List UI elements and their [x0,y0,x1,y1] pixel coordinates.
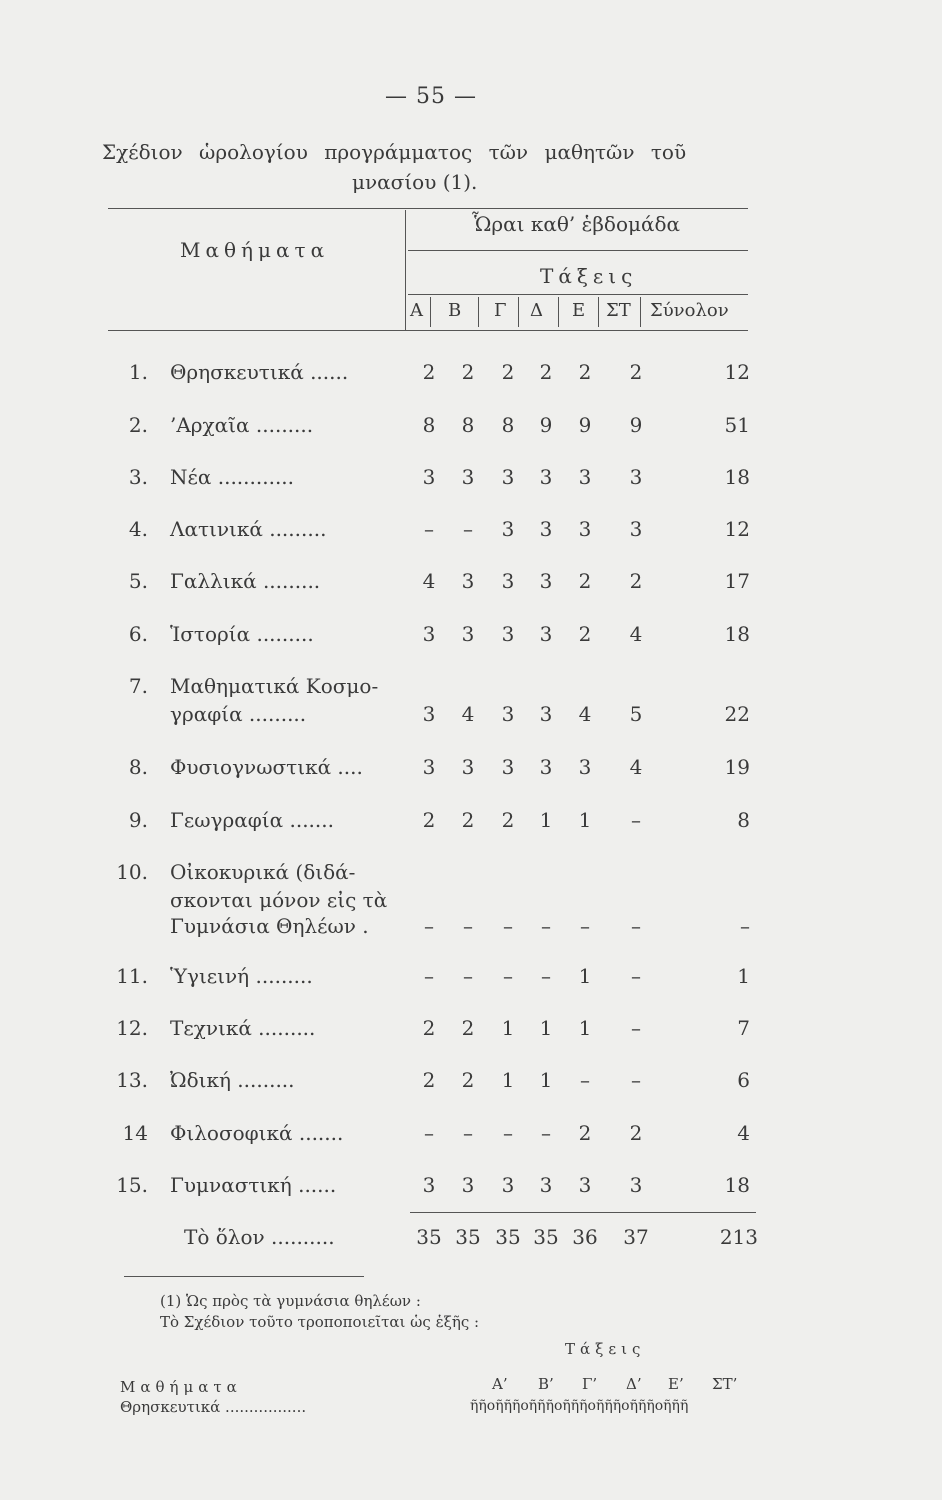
row-value: 3 [539,1173,553,1197]
class-divider [558,297,559,327]
row-value: – [631,914,641,938]
row-value: – [503,914,513,938]
row-value: – [631,1068,641,1092]
header-class-st: ΣΤ [606,300,631,321]
header-column-divider [405,210,406,330]
row-number: 6. [128,622,148,646]
row-value: 3 [578,755,592,779]
row-number: 11. [116,964,148,988]
row-value: 3 [539,622,553,646]
row-value: 3 [501,755,515,779]
row-value: – [463,1121,473,1145]
row-value: 1 [539,808,553,832]
row-value: 3 [539,702,553,726]
row-subject: Φιλοσοφικά ....... [170,1121,344,1145]
class-divider [518,297,519,327]
row-value: 8 [461,413,475,437]
total-value: 35 [416,1225,442,1249]
row-total: 4 [737,1121,750,1145]
row-total: 17 [724,569,750,593]
row-subject-continued: γραφία ......... [170,702,307,726]
row-value: – [424,964,434,988]
row-total: 51 [724,413,750,437]
row-value: 3 [578,465,592,489]
row-value: – [424,914,434,938]
row-value: 2 [539,360,553,384]
header-class-a: Α [410,300,423,321]
row-subject: ’Αρχαῖα ......... [170,413,314,437]
row-value: – [503,964,513,988]
row-value: 3 [461,622,475,646]
row-total: – [740,914,750,938]
row-value: – [541,964,551,988]
row-number: 13. [116,1068,148,1092]
row-value: 5 [629,702,643,726]
row-number: 9. [128,808,148,832]
row-value: 3 [539,755,553,779]
row-number: 4. [128,517,148,541]
row-value: 2 [461,1068,475,1092]
row-value: 9 [578,413,592,437]
row-number: 5. [128,569,148,593]
row-subject-continued: Γυμνάσια Θηλέων . [170,914,369,938]
row-value: 3 [501,517,515,541]
footnote-row-values: ῆῆοῆῆῆοῆῆῆοῆῆῆοῆῆῆοῆῆῆοῆῆῆ [470,1398,689,1414]
row-value: 3 [501,622,515,646]
row-number: 1. [128,360,148,384]
row-value: 4 [422,569,436,593]
row-value: 3 [422,1173,436,1197]
row-value: 4 [629,622,643,646]
row-total: 6 [737,1068,750,1092]
row-value: 2 [422,808,436,832]
row-value: 3 [461,569,475,593]
row-value: 3 [422,622,436,646]
row-total: 12 [724,517,750,541]
row-subject: Γυμναστική ...... [170,1173,337,1197]
row-value: 3 [578,517,592,541]
row-value: 2 [422,1068,436,1092]
row-value: 3 [501,465,515,489]
row-value: 3 [422,702,436,726]
row-value: 3 [539,569,553,593]
header-class-b: Β [448,300,462,321]
row-value: – [631,808,641,832]
row-number: 2. [128,413,148,437]
row-value: 9 [629,413,643,437]
row-number: 8. [128,755,148,779]
total-value: 35 [495,1225,521,1249]
row-value: 8 [422,413,436,437]
row-subject: Οἰκοκυρικά (διδά- [170,860,356,884]
row-subject: Ὠδική ......... [170,1068,295,1092]
class-divider [478,297,479,327]
row-number: 10. [116,860,148,884]
row-value: 2 [578,1121,592,1145]
row-value: – [424,517,434,541]
header-bottom-rule [108,330,748,331]
row-number: 14 [122,1121,148,1145]
total-value: 37 [623,1225,649,1249]
row-value: – [541,914,551,938]
row-total: 22 [724,702,750,726]
row-subject: Γεωγραφία ....... [170,808,334,832]
row-number: 15. [116,1173,148,1197]
footnote-rule [124,1276,364,1277]
row-value: 3 [501,702,515,726]
row-value: 8 [501,413,515,437]
header-subjects: Μαθήματα [180,238,330,262]
row-subject: Νέα ............ [170,465,295,489]
footnote-line1: (1) Ὡς πρὸς τὰ γυμνάσια θηλέων : [160,1292,421,1310]
footnote-class-c: Γ’ [582,1375,598,1393]
row-value: 2 [629,569,643,593]
class-divider [598,297,599,327]
row-value: 2 [629,360,643,384]
row-value: 3 [539,465,553,489]
row-subject: Γαλλικά ......... [170,569,321,593]
row-subject: Ὑγιεινή ......... [170,964,313,988]
row-value: 3 [629,1173,643,1197]
footnote-subjects: Μαθήματα [120,1378,242,1396]
document-title-line2: μνασίου (1). [352,170,478,194]
row-value: 1 [539,1016,553,1040]
row-value: 4 [461,702,475,726]
total-value: 35 [533,1225,559,1249]
row-value: – [541,1121,551,1145]
row-subject: Φυσιογνωστικά .... [170,755,363,779]
row-value: 3 [501,1173,515,1197]
header-class-e: Ε [572,300,586,321]
row-value: – [503,1121,513,1145]
row-total: 7 [737,1016,750,1040]
row-value: 1 [578,964,592,988]
row-value: 3 [422,465,436,489]
row-value: 2 [461,360,475,384]
header-rule-1 [408,250,748,251]
row-value: – [424,1121,434,1145]
row-total: 12 [724,360,750,384]
row-value: 1 [539,1068,553,1092]
row-value: 2 [629,1121,643,1145]
footnote-classes: Τάξεις [565,1340,646,1358]
row-value: 1 [578,1016,592,1040]
row-number: 3. [128,465,148,489]
row-total: 18 [724,1173,750,1197]
row-value: 3 [629,465,643,489]
row-value: 4 [629,755,643,779]
grand-total: 213 [719,1225,758,1249]
row-value: 1 [501,1016,515,1040]
footnote-class-e: Ε’ [668,1375,684,1393]
footnote-class-a: Α’ [492,1375,508,1393]
row-subject: Τεχνικά ......... [170,1016,316,1040]
row-total: 18 [724,465,750,489]
row-value: 3 [629,517,643,541]
row-number: 12. [116,1016,148,1040]
row-value: – [463,517,473,541]
total-value: 36 [572,1225,598,1249]
row-value: 3 [461,755,475,779]
row-value: 1 [501,1068,515,1092]
row-subject: Μαθηματικά Κοσμο- [170,674,379,698]
row-value: – [631,1016,641,1040]
footnote-row-subject: Θρησκευτικά ................. [120,1398,307,1416]
header-class-d: Δ [530,300,543,321]
footnote-class-d: Δ’ [626,1375,642,1393]
header-hours: Ὧραι καθ’ ἑβδομάδα [472,212,681,236]
row-value: 3 [461,1173,475,1197]
document-title-line1: Σχέδιον ὡρολογίου προγράμματος τῶν μαθητῶν τοῦ [102,140,687,164]
header-rule-2 [408,294,748,295]
row-value: 2 [461,808,475,832]
row-value: 9 [539,413,553,437]
row-value: – [463,914,473,938]
row-value: 3 [422,755,436,779]
row-value: 2 [501,808,515,832]
footnote-class-b: Β’ [538,1375,554,1393]
page-number: — 55 — [385,84,477,109]
total-value: 35 [455,1225,481,1249]
row-value: – [580,1068,590,1092]
row-value: 3 [578,1173,592,1197]
row-total: 19 [724,755,750,779]
row-value: 2 [578,569,592,593]
row-value: 2 [578,622,592,646]
total-label: Τὸ ὅλον .......... [184,1225,335,1249]
sum-rule [410,1212,756,1213]
row-value: 2 [578,360,592,384]
row-subject: Λατινικά ......... [170,517,327,541]
row-value: 2 [461,1016,475,1040]
header-class-c: Γ [494,300,507,321]
row-subject: Θρησκευτικά ...... [170,360,349,384]
row-value: 3 [501,569,515,593]
row-value: – [631,964,641,988]
row-subject-continued: σκονται μόνον εἰς τὰ [170,888,388,912]
class-divider [640,297,641,327]
table-top-rule [108,208,748,209]
header-classes: Τάξεις [540,264,638,288]
row-value: 4 [578,702,592,726]
row-value: 2 [422,1016,436,1040]
row-number: 7. [128,674,148,698]
row-total: 8 [737,808,750,832]
class-divider [430,297,431,327]
row-value: 3 [539,517,553,541]
header-total: Σύνολον [650,300,729,321]
row-value: 2 [501,360,515,384]
row-total: 1 [737,964,750,988]
row-value: – [580,914,590,938]
row-value: 2 [422,360,436,384]
footnote-line2: Τὸ Σχέδιον τοῦτο τροποποιεῖται ὡς ἑξῆς : [160,1313,480,1331]
row-subject: Ἱστορία ......... [170,622,314,646]
row-total: 18 [724,622,750,646]
footnote-class-st: ΣΤ’ [712,1375,738,1393]
row-value: – [463,964,473,988]
row-value: 1 [578,808,592,832]
row-value: 3 [461,465,475,489]
